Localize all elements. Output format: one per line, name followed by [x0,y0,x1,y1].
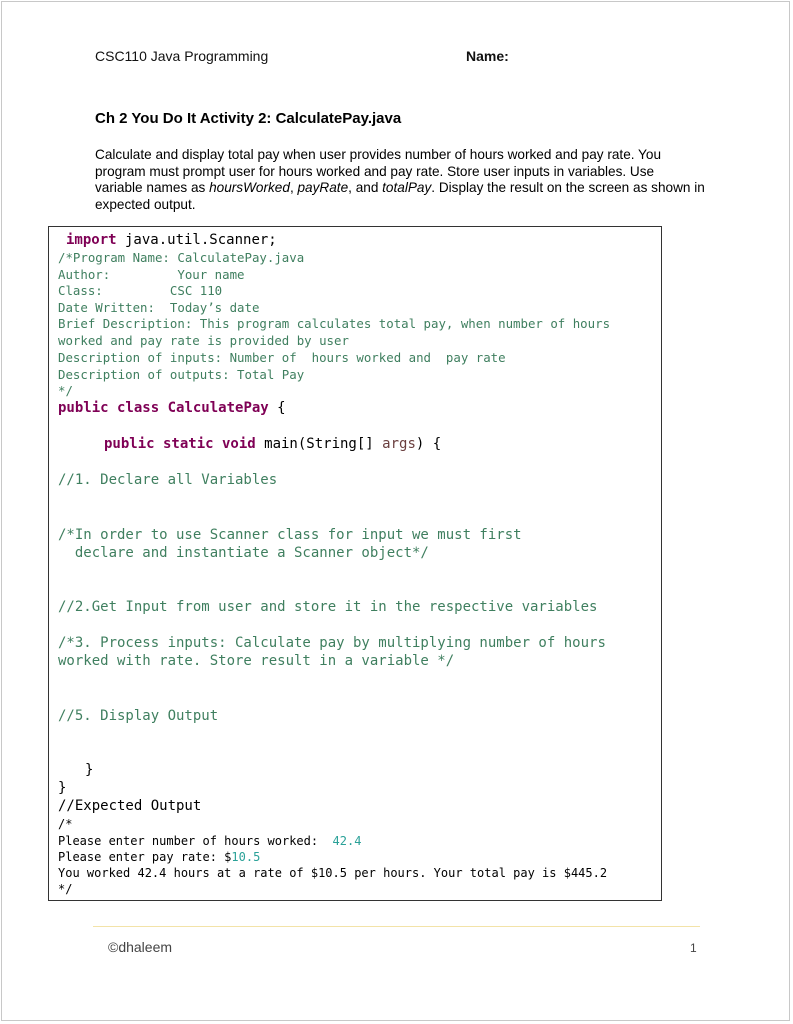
output-line-hours [58,834,361,848]
rate-prompt: Please enter pay rate: $ [58,850,232,864]
intro-paragraph [95,147,705,213]
output-line-result: You worked 42.4 hours at a rate of $10.5 per hours. Your total pay is $445.2 [58,866,608,880]
class-declaration [58,400,286,416]
main-brace: ) { [415,436,442,452]
var-total-pay: totalPay [382,180,432,196]
comment-date: Date Written: Today’s date [58,300,260,315]
expected-output-label: //Expected Output [58,798,202,814]
output-line-rate [58,850,260,864]
main-signature: main(String[] [255,436,383,452]
intro-sep-1: , [289,180,298,196]
comment-author: Author: Your name [58,267,245,282]
footer-divider [93,926,700,927]
class-close-brace: } [58,780,67,796]
hours-prompt: Please enter number of hours worked: [58,834,333,848]
main-keywords: public static void [104,436,256,452]
scanner-comment-2: declare and instantiate a Scanner object*/ [58,545,429,561]
activity-title: Ch 2 You Do It Activity 2: CalculatePay.java [95,110,402,127]
main-declaration [104,436,441,452]
comment-close: */ [58,383,73,398]
step-3-comment-2: worked with rate. Store result in a variable */ [58,653,455,669]
step-3-comment-1: /*3. Process inputs: Calculate pay by multiplying number of hours [58,635,606,651]
name-label: Name: [466,48,509,64]
intro-text-1: Calculate and display total pay when user provides number of hours worked and pay rate. You program must prompt user for hours worked and pay rate. Store user inputs in variables. Use variable names as [95,147,661,196]
var-hours-worked: hoursWorked [209,180,290,196]
comment-inputs: Description of inputs: Number of hours worked and pay rate [58,350,506,365]
comment-program-name: /*Program Name: CalculatePay.java [58,250,305,265]
var-pay-rate: payRate [297,180,349,196]
page-number: 1 [690,941,697,955]
copyright: ©dhaleem [108,939,173,955]
comment-outputs: Description of outputs: Total Pay [58,367,305,382]
scanner-comment-1: /*In order to use Scanner class for input we must first [58,527,522,543]
intro-text-2: . Display the result on the screen as shown in expected output. [95,180,705,212]
output-comment-close: */ [58,882,73,896]
main-args: args [382,436,416,452]
comment-description-1: Brief Description: This program calculates total pay, when number of hours [58,316,611,331]
course-title: CSC110 Java Programming [95,48,269,64]
rate-value: 10.5 [231,850,261,864]
output-comment-open: /* [58,817,73,831]
import-keyword: import [66,232,117,248]
step-1-comment: //1. Declare all Variables [58,472,278,488]
import-package: java.util.Scanner; [116,232,277,248]
step-2-comment: //2.Get Input from user and store it in the respective variables [58,599,598,615]
step-5-comment: //5. Display Output [58,708,219,724]
class-brace: { [268,400,286,416]
code-box [48,226,662,901]
comment-description-2: worked and pay rate is provided by user [58,333,349,348]
comment-class: Class: CSC 110 [58,283,223,298]
class-name: CalculatePay [159,400,269,416]
main-close-brace: } [85,762,94,778]
hours-value: 42.4 [332,834,362,848]
intro-sep-2: , and [348,180,383,196]
class-keywords: public class [58,400,160,416]
import-line [66,232,277,248]
